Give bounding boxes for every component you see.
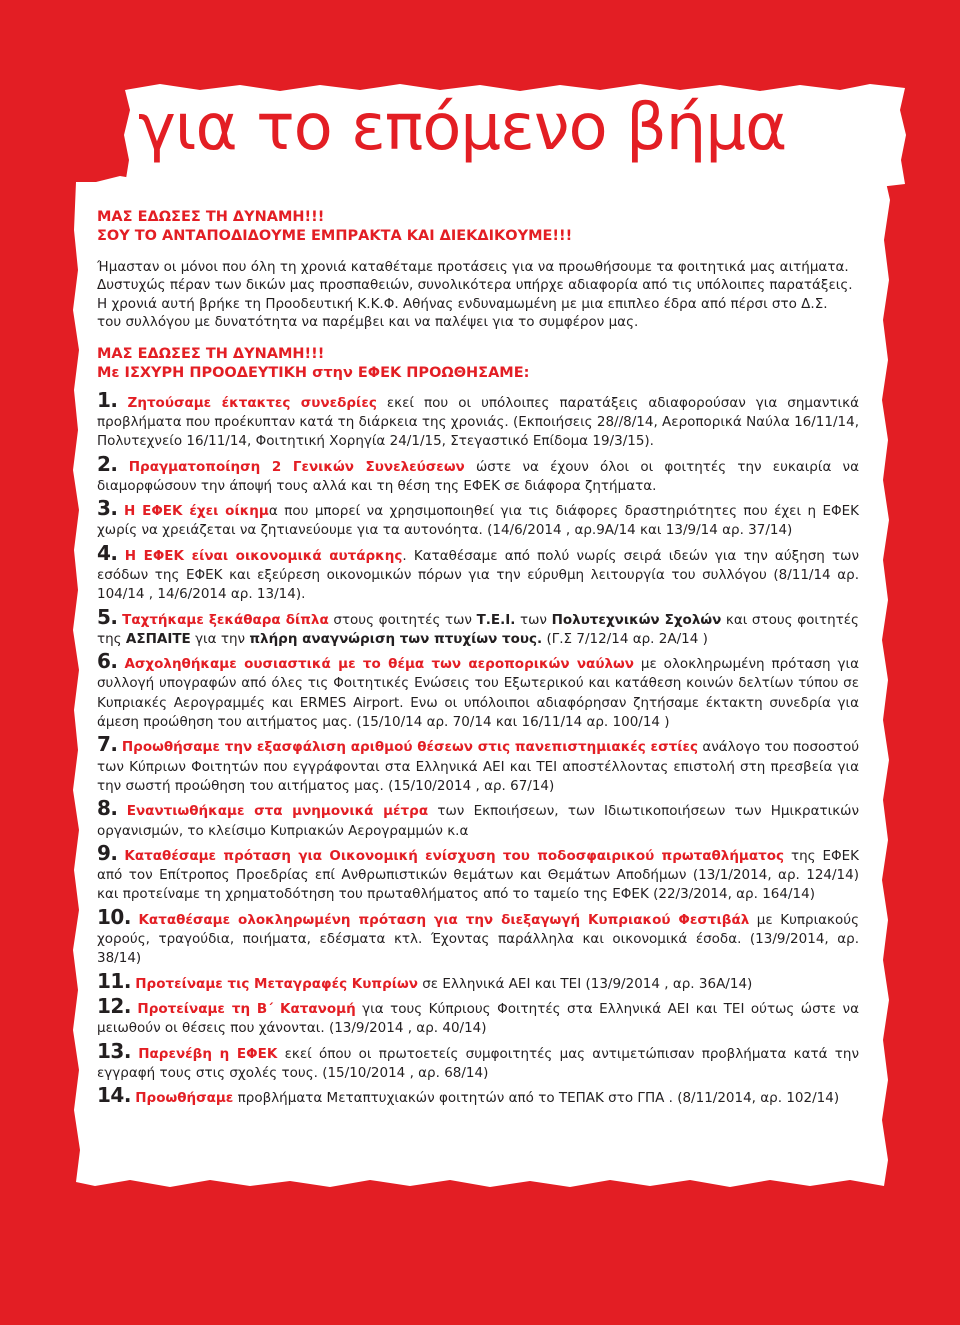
item-text: προβλήματα Μεταπτυχιακών φοιτητών από το ΤΕΠΑΚ στο ΓΠΑ . (8/11/2014, αρ. 102/14) <box>233 1090 840 1107</box>
item-text: ανάλογο του ποσοστού των Κύπριων Φοιτητών που εγγράφονται στα Ελληνικά ΑΕΙ και ΤΕΙ αποστέλλοντας επιστολή στη πρεσβεία για την σωστή προώθηση του αιτήματος μας. (15/10/2014 , αρ. 67/14) <box>97 739 860 794</box>
item-emphasis: πλήρη αναγνώριση των πτυχίων τους. <box>249 630 543 647</box>
list-item <box>97 604 859 650</box>
item-keyphrase: Προτείναμε τη Β΄ Κατανομή <box>137 1000 356 1017</box>
item-keyphrase: Πραγματοποίηση 2 Γενικών Συνελεύσεων <box>128 458 465 475</box>
item-number: 1. <box>97 387 118 412</box>
heading-1-line-2: ΣΟΥ ΤΟ ΑΝΤΑΠΟΔΙΔΟΥΜΕ ΕΜΠΡΑΚΤΑ ΚΑΙ ΔΙΕΚΔΙΚΟΥΜΕ!!! <box>97 228 573 244</box>
item-keyphrase: Προωθήσαμε την εξασφάλιση αριθμού θέσεων στις πανεπιστημιακές εστίες <box>121 739 698 756</box>
item-number: 8. <box>97 796 118 821</box>
intro-paragraph <box>97 258 859 332</box>
item-text: σε Ελληνικά ΑΕΙ και ΤΕΙ (13/9/2014 , αρ. 36Α/14) <box>417 975 753 992</box>
item-keyphrase: Προτείναμε τις Μεταγραφές Κυπρίων <box>135 975 418 992</box>
list-item <box>97 387 859 452</box>
list-item <box>97 968 859 994</box>
item-text: α που μπορεί να χρησιμοποιηθεί για τις διάφορες δραστηριότητες που έχει η ΕΦΕΚ χωρίς να χρειάζεται να ζητιανεύουμε για τα αυτονόητα. (14/6/2014 , αρ.9Α/14 και 13/9/14 αρ. 37/14) <box>97 503 860 539</box>
item-text: των <box>515 611 552 628</box>
item-text: για την <box>190 630 250 647</box>
list-item <box>97 496 860 541</box>
list-item <box>97 451 859 497</box>
item-number: 11. <box>97 968 131 993</box>
section-heading-2 <box>97 345 859 383</box>
list-item <box>97 1083 859 1108</box>
item-number: 5. <box>97 604 118 629</box>
item-text: . Καταθέσαμε από πολύ νωρίς σειρά ιδεών για την αύξηση των εσόδων της ΕΦΕΚ και εξεύρεση οικονομικών πόρων για την εύρυθμη λειτουργία του συλλόγου (8/11/14 αρ. 104/14 , 14/6/2014 αρ. 13/14). <box>97 547 859 603</box>
heading-1-line-1: ΜΑΣ ΕΔΩΣΕΣ ΤΗ ΔΥΝΑΜΗ!!! <box>97 209 325 225</box>
intro-line: του συλλόγου με δυνατότητα να παρέμβει και να παλέψει για το συμφέρον μας. <box>97 314 639 331</box>
item-text: για τους Κύπριους Φοιτητές στα Ελληνικά ΑΕΙ και ΤΕΙ ούτως ώστε να μειωθούν οι θέσεις που χάνονται. (13/9/2014 , αρ. 40/14) <box>97 1000 859 1037</box>
intro-line: Δυστυχώς πέραν των δικών μας προσπαθειών, συνολικότερα υπήρχε αδιαφορία από τις υπόλοιπες παρατάξεις. <box>97 277 853 294</box>
item-keyphrase: Η ΕΦΕΚ είναι οικονομικά αυτάρκης <box>124 547 403 564</box>
list-item <box>97 796 859 841</box>
document-body <box>97 208 859 1111</box>
item-keyphrase: Καταθέσαμε πρόταση για Οικονομική ενίσχυση του ποδοσφαιρικού πρωταθλήματος <box>124 847 785 864</box>
item-text: με Κυπριακούς χορούς, τραγούδια, ποιήματα, εδέσματα κτλ. Έχοντας παράλληλα και οικονομικά έσοδα. (13/9/2014, αρ. 38/14) <box>97 911 859 967</box>
item-keyphrase: Εναντιωθήκαμε στα μνημονικά μέτρα <box>126 803 429 820</box>
item-keyphrase: Καταθέσαμε ολοκληρωμένη πρόταση για την διεξαγωγή Κυπριακού Φεστιβάλ <box>138 911 750 928</box>
item-keyphrase: Ασχοληθήκαμε ουσιαστικά με το θέμα των αεροπορικών ναύλων <box>124 656 634 673</box>
list-item <box>97 840 859 905</box>
item-number: 6. <box>97 649 118 674</box>
achievements-list <box>97 387 860 1109</box>
list-item <box>97 649 859 732</box>
section-heading-1 <box>97 208 859 246</box>
item-text: με ολοκληρωμένη πρόταση για συλλογή υπογραφών από όλες τις Φοιτητικές Ενώσεις του Εξωτερικού και κατάθεση κοινών δελτίων τύπου σε Κυπριακές Αερογραμμές και ERMES Airport. Ενω οι υπόλοιποι αδιαφόρησαν ζητήσαμε έκτακτη συνεδρία για άμεση προώθηση του αιτήματος μας. (15/10/14 αρ. 70/14 και 16/11/14 αρ. 100/14 ) <box>97 656 859 731</box>
item-keyphrase: Ζητούσαμε έκτακτες συνεδρίες <box>127 394 377 411</box>
item-number: 12. <box>97 993 131 1018</box>
item-number: 9. <box>97 840 118 865</box>
list-item <box>97 732 860 796</box>
list-item <box>97 540 859 605</box>
heading-2-line-1: ΜΑΣ ΕΔΩΣΕΣ ΤΗ ΔΥΝΑΜΗ!!! <box>97 345 325 362</box>
item-text: της ΕΦΕΚ από τον Επίτροπος Προεδρίας επί Ανθρωπιστικών θεμάτων και Θεμάτων Αποδήμων (13/1/2014, αρ. 124/14) και προτείναμε τη χρηματοδότηση του πρωταθλήματος από το ταμείο της ΕΦΕΚ (22/3/2014, αρ. 164/14) <box>97 847 859 903</box>
item-number: 14. <box>97 1083 131 1108</box>
item-emphasis: Τ.Ε.Ι. <box>476 611 516 628</box>
item-number: 3. <box>97 496 118 521</box>
list-item <box>97 993 859 1039</box>
list-item <box>97 1038 859 1084</box>
heading-2-line-2: Με ΙΣΧΥΡΗ ΠΡΟΟΔΕΥΤΙΚΗ στην ΕΦΕΚ ΠΡΟΩΘΗΣΑΜΕ: <box>97 364 530 381</box>
item-text: και στους φοιτητές της <box>97 611 859 647</box>
item-emphasis: Πολυτεχνικών Σχολών <box>551 611 722 628</box>
item-number: 10. <box>97 904 131 929</box>
item-keyphrase: Ταχτήκαμε ξεκάθαρα δίπλα <box>122 611 329 628</box>
item-keyphrase: Παρενέβη η ΕΦΕΚ <box>138 1045 278 1062</box>
item-keyphrase: Προωθήσαμε <box>135 1090 234 1107</box>
item-text: των Εκποιήσεων, των Ιδιωτικοποιήσεων των Ημικρατικών οργανισμών, το κλείσιμο Κυπριακών Αερογραμμών κ.α <box>97 803 859 839</box>
list-item <box>97 904 859 969</box>
item-text: (Γ.Σ 7/12/14 αρ. 2Α/14 ) <box>542 630 708 647</box>
item-number: 7. <box>97 732 118 757</box>
intro-line: Ήμασταν οι μόνοι που όλη τη χρονιά καταθέταμε προτάσεις για να προωθήσουμε τα φοιτητικά μας αιτήματα. <box>97 259 849 275</box>
item-keyphrase: Η ΕΦΕΚ έχει οίκημ <box>123 503 269 520</box>
item-text: εκεί όπου οι πρωτοετείς συμφοιτητές μας αντιμετώπισαν προβλήματα κατά την εγγραφή τους στις σχολές τους. (15/10/2014 , αρ. 68/14) <box>97 1045 859 1081</box>
item-number: 4. <box>97 540 118 565</box>
item-emphasis: ΑΣΠΑΙΤΕ <box>125 630 191 647</box>
item-text: στους φοιτητές των <box>328 611 477 628</box>
item-number: 13. <box>97 1038 131 1063</box>
item-text: εκεί που οι υπόλοιπες παρατάξεις αδιαφορούσαν για σημαντικά προβλήματα που προέκυπταν κατά τη διάρκεια της χρονιάς. (Εκποιήσεις 28//8/14, Αεροπορικά Ναύλα 16/11/14, Πολυτεχνείο 16/11/14, Φοιτητική Χορηγία 24/1/15, Στεγαστικό Επίδομα 19/3/15). <box>97 394 859 450</box>
item-number: 2. <box>97 451 118 476</box>
page-title: για το επόμενο βήμα <box>138 91 787 165</box>
item-text: ώστε να έχουν όλοι οι φοιτητές την ευκαιρία να διαμορφώσουν την άποψή τους αλλά και τη θέση της ΕΦΕΚ σε διάφορα ζητήματα. <box>97 458 859 494</box>
intro-line: Η χρονιά αυτή βρήκε τη Προοδευτική Κ.Κ.Φ. Αθήνας ενδυναμωμένη με μια επιπλεο έδρα από πέρσι στο Δ.Σ. <box>97 295 828 312</box>
